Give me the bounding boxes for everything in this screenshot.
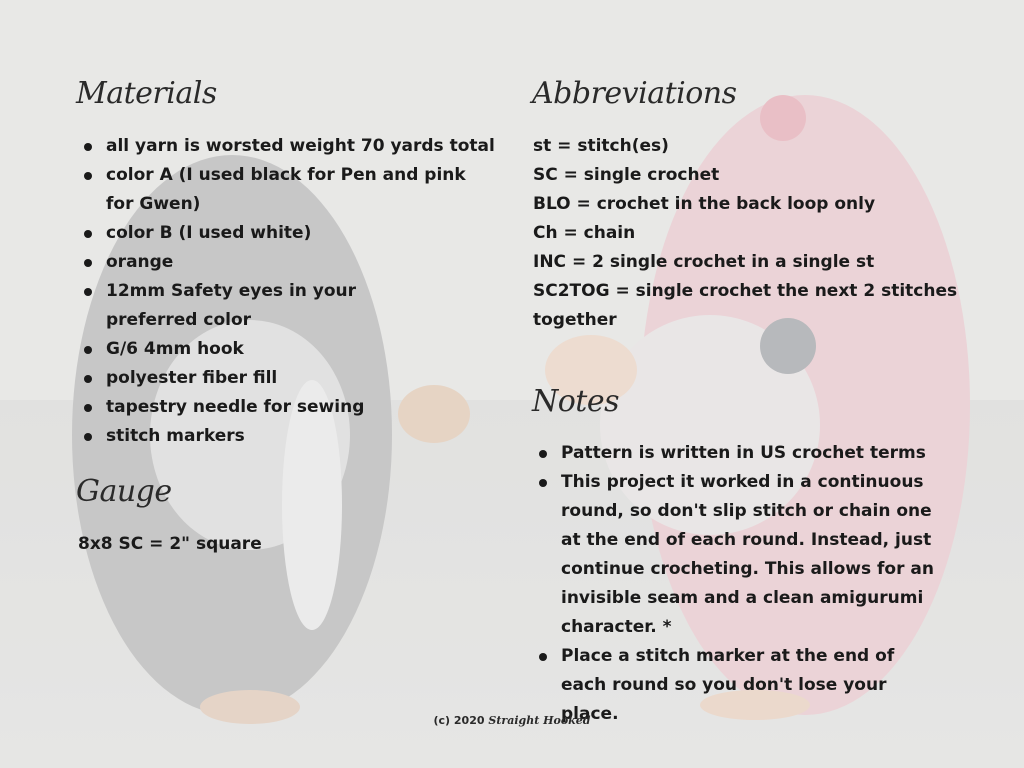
abbreviations-heading: Abbreviations	[532, 76, 737, 111]
list-item: SC = single crochet	[533, 165, 720, 185]
list-item: This project it worked in a continuous round, so don't slip stitch or chain one at the end of each round. Instead, just continue crocheting. This allows for an invisible seam and a clean amigurumi character. *	[533, 468, 945, 642]
notes-list	[533, 439, 945, 729]
brand-name: Straight Hooked	[488, 714, 591, 727]
list-item: Ch = chain	[533, 223, 636, 243]
list-item: 12mm Safety eyes in your preferred color	[78, 277, 446, 335]
list-item: Pattern is written in US crochet terms	[533, 439, 945, 468]
abbreviations-list	[533, 132, 957, 335]
list-item: stitch markers	[78, 422, 498, 451]
list-item: INC = 2 single crochet in a single st	[533, 252, 875, 272]
materials-list	[78, 132, 498, 451]
list-item: color B (I used white)	[78, 219, 498, 248]
copyright-text: (c) 2020	[433, 714, 485, 727]
list-item: all yarn is worsted weight 70 yards total	[78, 132, 498, 161]
list-item: color A (I used black for Pen and pink for Gwen)	[78, 161, 498, 219]
list-item: tapestry needle for sewing	[78, 393, 498, 422]
list-item: Place a stitch marker at the end of each round so you don't lose your place.	[533, 642, 945, 729]
list-item: orange	[78, 248, 498, 277]
materials-heading: Materials	[76, 76, 217, 111]
notes-heading: Notes	[532, 384, 620, 419]
list-item: G/6 4mm hook	[78, 335, 498, 364]
list-item: BLO = crochet in the back loop only	[533, 194, 876, 214]
list-item: st = stitch(es)	[533, 136, 669, 156]
list-item: polyester fiber fill	[78, 364, 498, 393]
gauge-heading: Gauge	[76, 474, 172, 509]
list-item: SC2TOG = single crochet the next 2 stitches	[533, 281, 958, 301]
gauge-text: 8x8 SC = 2" square	[78, 534, 262, 554]
list-item: together	[533, 310, 617, 330]
footer-copyright	[0, 714, 1024, 727]
